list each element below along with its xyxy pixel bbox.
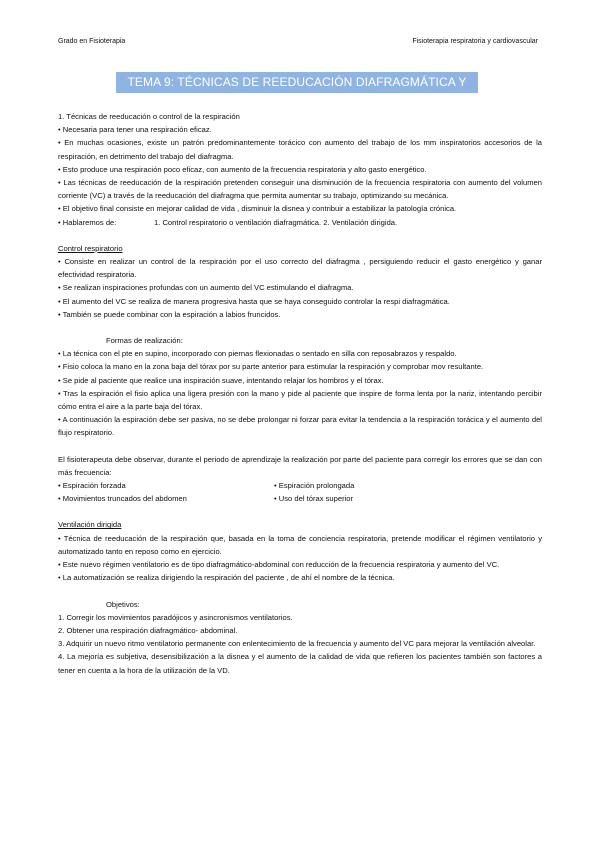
list-item: • Uso del tórax superior — [274, 494, 354, 504]
subsection-heading: Formas de realización: — [106, 336, 183, 346]
list-item: 3. Adquirir un nuevo ritmo ventilatorio permanente con enlentecimiento de la frecuencia y aumento del VC para mejorar la ventilación alveolar. — [58, 639, 536, 649]
list-item: • La técnica con el pte en supino, incorporado con piernas flexionadas o sentado en silla con reposabrazos y respaldo. — [58, 349, 457, 359]
list-item: • La automatización se realiza dirigiendo la respiración del paciente , de ahí el nombre de la técnica. — [58, 573, 395, 583]
list-item: • Se realizan inspiraciones profundas con un aumento del VC estimulando el diafragma. — [58, 283, 354, 293]
list-item — [58, 216, 542, 229]
paragraph: El fisioterapeuta debe observar, durante el periodo de aprendizaje la realización por parte del paciente para corregir los errores que se dan con más frecuencia: — [58, 454, 542, 477]
list-item: • Consiste en realizar un control de la respiración por el uso correcto del diafragma , persiguiendo reducir el gasto energético y ganar efectividad respiratoria. — [58, 257, 542, 280]
list-item: • Se pide al paciente que realice una inspiración suave, intentando relajar los hombros y el tórax. — [58, 375, 384, 385]
list-item: • El aumento del VC se realiza de manera progresiva hasta que se haya conseguido controlar la respi diafragmática. — [58, 296, 450, 306]
errors-row — [58, 492, 542, 505]
section-heading: Ventilación dirigida — [58, 520, 122, 530]
list-item: • Tras la espiración el fisio aplica una ligera presión con la mano y pide al paciente que inspire de forma lenta por la nariz, intentando percibir cómo entra el aire a la parte baja del tórax. — [58, 388, 542, 412]
list-item: • Este nuevo régimen ventilatorio es de tipo diafragmático-abdominal con reducción de la frecuencia respiratoria y aumento del VC. — [58, 560, 500, 570]
page-title: TEMA 9: TÉCNICAS DE REEDUCACIÓN DIAFRAGMÁTICA Y TORÁCICA — [116, 72, 478, 93]
document-body — [58, 110, 542, 677]
header-left: Grado en Fisioterapia — [58, 38, 126, 45]
list-item: • El objetivo final consiste en mejorar calidad de vida , disminuir la disnea y contribuir a estabilizar la patología crónica. — [58, 204, 457, 214]
list-item: 1. Corregir los movimientos paradójicos y asincronismos ventilatorios. — [58, 612, 293, 622]
errors-row — [58, 479, 542, 492]
subsection-heading: Objetivos: — [106, 599, 140, 609]
list-item: • A continuación la espiración debe ser pasiva, no se debe prolongar ni forzar para evitar la tendencia a la respiración torácica y el aumento del flujo respiratorio. — [58, 415, 542, 438]
list-item: • Espiración prolongada — [274, 481, 355, 491]
list-item: • También se puede combinar con la espiración a labios fruncidos. — [58, 309, 281, 319]
header-right: Fisioterapia respiratoria y cardiovascular — [412, 38, 538, 45]
list-item: • Movimientos truncados del abdomen — [58, 494, 187, 504]
list-item: • Espiración forzada — [58, 481, 126, 491]
list-item: 2. Obtener una respiración diafragmático- abdominal. — [58, 625, 238, 635]
list-item: • Necesaria para tener una respiración eficaz. — [58, 125, 212, 135]
list-item: • Esto produce una respiración poco eficaz, con aumento de la frecuencia respiratoria y alto gasto energético. — [58, 164, 427, 174]
hablaremos-items: 1. Control respiratorio o ventilación diafragmática. 2. Ventilación dirigida. — [154, 217, 398, 227]
list-item: • En muchas ocasiones, existe un patrón predominantemente torácico con aumento del trabajo de los mm inspiratorios accesorios de la respiración, en detrimento del trabajo del diafragma. — [58, 138, 542, 161]
hablaremos-label: • Hablaremos de: — [58, 217, 117, 227]
list-item: 4. La mejoría es subjetiva, desensibilización a la disnea y el aumento de la calidad de vida que refieren los pacientes también son factores a tener en cuenta a la hora de la utilización de la VD. — [58, 652, 542, 675]
section-heading: Control respiratorio — [58, 243, 123, 253]
list-item: • Fisio coloca la mano en la zona baja del tórax por su parte anterior para estimular la respiración y comprobar mov resultante. — [58, 362, 484, 372]
list-item: • Técnica de reeducación de la respiración que, basada en la toma de conciencia respiratoria, pretende modificar el régimen ventilatorio y automatizado tanto en reposo como en ejercicio. — [58, 533, 542, 556]
section-heading: 1. Técnicas de reeducación o control de la respiración — [58, 112, 240, 121]
list-item: • Las técnicas de reeducación de la respiración pretenden conseguir una disminución de la frecuencia respiratoria con aumento del volumen corriente (VC) a través de la reeducación del diafragma que permita aumentar su trabajo, optimizando su mecánica. — [58, 178, 542, 201]
